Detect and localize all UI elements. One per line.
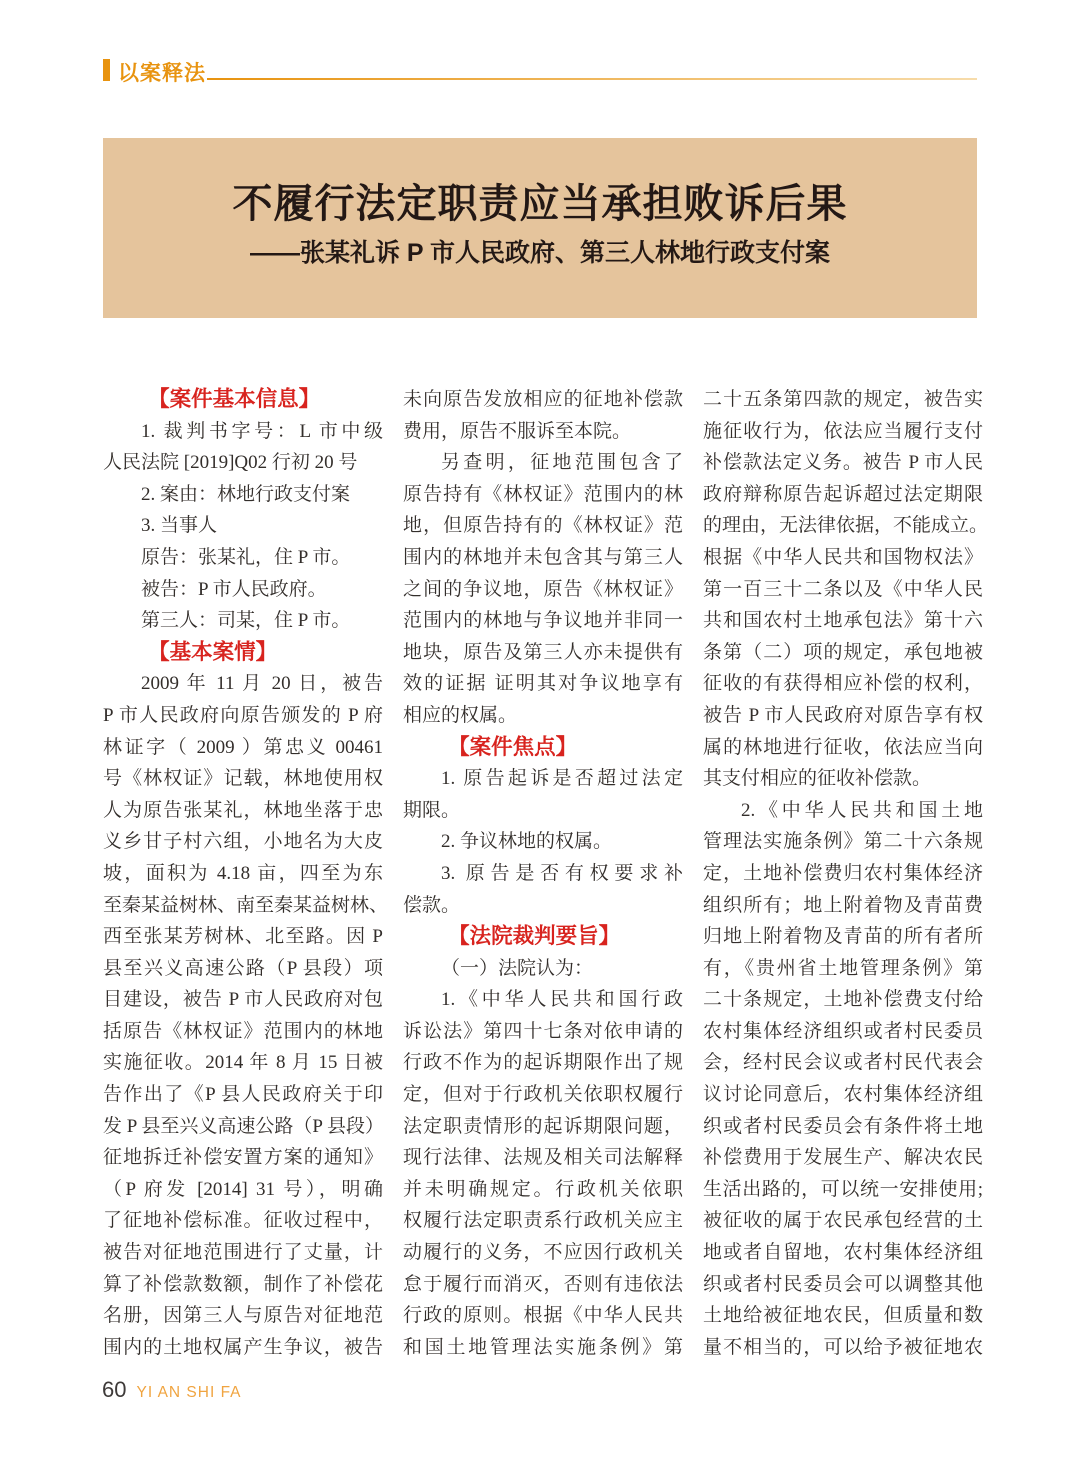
section-label: 以案释法 bbox=[118, 62, 206, 85]
text-line: 人为原告张某礼，林地坐落于忠 bbox=[103, 799, 383, 821]
text-line: 权履行法定职责系行政机关应主 bbox=[403, 1210, 683, 1232]
article-title: 不履行法定职责应当承担败诉后果 bbox=[232, 182, 848, 226]
text-line: 围内的土地权属产生争议，被告 bbox=[103, 1336, 383, 1358]
text-line: 围内的林地并未包含其与第三人 bbox=[403, 546, 683, 568]
text-line: 林证字（ 2009 ）第忠义 00461 bbox=[103, 736, 383, 758]
article-body bbox=[103, 384, 989, 1363]
text-line: 法定职责情形的起诉期限问题， bbox=[403, 1115, 683, 1137]
text-line: 有，《贵州省土地管理条例》第 bbox=[703, 957, 983, 979]
text-line: 征地拆迁补偿安置方案的通知》 bbox=[103, 1147, 383, 1169]
text-line: 地，但原告持有的《林权证》范 bbox=[403, 515, 683, 537]
text-line: 算了补偿款数额，制作了补偿花 bbox=[103, 1273, 383, 1295]
journal-name: YI AN SHI FA bbox=[136, 1384, 242, 1401]
text-line: 行政不作为的起诉期限作出了规 bbox=[403, 1052, 683, 1074]
section-heading: 【法院裁判要旨】 bbox=[448, 924, 621, 949]
text-line: 范围内的林地与争议地并非同一 bbox=[403, 610, 683, 632]
text-line: 其支付相应的征收补偿款。 bbox=[703, 768, 932, 790]
text-line: 未向原告发放相应的征地补偿款 bbox=[403, 389, 683, 410]
text-line: 行政的原则。根据《中华人民共 bbox=[403, 1305, 683, 1327]
text-line: 发 P 县至兴义高速公路（P 县段） bbox=[103, 1115, 384, 1137]
page-footer bbox=[102, 1377, 242, 1403]
text-line: 诉讼法》第四十七条对依申请的 bbox=[403, 1020, 683, 1042]
text-line: 二十五条第四款的规定，被告实 bbox=[703, 389, 983, 410]
text-line: （一）法院认为： bbox=[441, 957, 594, 979]
text-line: 议讨论同意后，农村集体经济组 bbox=[703, 1084, 983, 1106]
page-number: 60 bbox=[102, 1377, 127, 1402]
text-line: 2. 争议林地的权属。 bbox=[441, 831, 613, 853]
text-line: 县至兴义高速公路（P 县段）项 bbox=[103, 957, 383, 979]
text-line: 3. 原告是否有权要求补 bbox=[441, 862, 683, 884]
text-line: 实施征收。2014 年 8 月 15 日被 bbox=[103, 1052, 383, 1074]
text-line: 义乡甘子村六组，小地名为大皮 bbox=[103, 831, 383, 853]
text-line: 定，土地补偿费归农村集体经济 bbox=[703, 862, 983, 884]
text-line: 农村集体经济组织或者村民委员 bbox=[703, 1020, 983, 1042]
text-line: 动履行的义务，不应因行政机关 bbox=[403, 1242, 683, 1264]
text-line: 施征收行为，依法应当履行支付 bbox=[703, 420, 983, 442]
text-line: 定，但对于行政机关依职权履行 bbox=[403, 1084, 683, 1106]
text-line: 1.《中华人民共和国行政 bbox=[441, 989, 683, 1011]
text-line: 1. 裁判书字号：L 市中级 bbox=[141, 420, 383, 442]
text-line: 怠于履行而消灭，否则有违依法 bbox=[403, 1273, 683, 1295]
text-line: 属的林地进行征收，依法应当向 bbox=[703, 736, 983, 758]
text-line: 1. 原告起诉是否超过法定 bbox=[441, 768, 683, 790]
text-line: 二十条规定，土地补偿费支付给 bbox=[703, 989, 983, 1011]
text-column-2 bbox=[403, 384, 683, 1363]
text-line: 被告：P 市人民政府。 bbox=[141, 578, 327, 600]
text-line: 原告持有《林权证》范围内的林 bbox=[403, 483, 683, 505]
text-line: 费用，原告不服诉至本院。 bbox=[403, 420, 632, 442]
text-line: 现行法律、法规及相关司法解释 bbox=[403, 1147, 683, 1169]
text-line: 偿款。 bbox=[403, 894, 461, 916]
page-header bbox=[103, 58, 977, 86]
text-line: 补偿费用于发展生产、解决农民 bbox=[703, 1147, 983, 1169]
title-banner bbox=[103, 138, 977, 318]
section-marker-bar bbox=[103, 59, 110, 81]
text-line: 人民法院 [2019]Q02 行初 20 号 bbox=[103, 452, 358, 474]
text-line: 另查明，征地范围包含了 bbox=[441, 452, 683, 474]
text-line: 和国土地管理法实施条例》第 bbox=[403, 1336, 683, 1358]
text-line: 管理法实施条例》第二十六条规 bbox=[703, 831, 983, 853]
article-subtitle: ——张某礼诉 P 市人民政府、第三人林地行政支付案 bbox=[249, 239, 831, 267]
text-line: 第一百三十二条以及《中华人民 bbox=[703, 578, 983, 600]
text-line: 坡，面积为 4.18 亩，四至为东 bbox=[103, 862, 383, 884]
text-line: 并未明确规定。行政机关依职 bbox=[403, 1178, 683, 1200]
section-heading: 【案件焦点】 bbox=[448, 734, 578, 759]
text-line: 2. 案由：林地行政支付案 bbox=[141, 483, 351, 505]
text-line: 名册，因第三人与原告对征地范 bbox=[103, 1305, 383, 1327]
text-column-3 bbox=[703, 384, 989, 1363]
text-line: P 市人民政府向原告颁发的 P 府 bbox=[103, 704, 383, 726]
text-column-1 bbox=[103, 384, 389, 1363]
text-line: 地或者自留地，农村集体经济组 bbox=[703, 1242, 983, 1264]
text-line: 织或者村民委员会有条件将土地 bbox=[703, 1115, 983, 1137]
text-line: 归地上附着物及青苗的所有者所 bbox=[703, 926, 983, 948]
text-line: 至秦某益树林、南至秦某益树林、 bbox=[103, 894, 389, 916]
text-line: 土地给被征地农民，但质量和数 bbox=[703, 1305, 983, 1327]
text-line: 条第（二）项的规定，承包地被 bbox=[703, 641, 983, 663]
text-line: 期限。 bbox=[403, 799, 461, 821]
text-line: （P 府发 [2014] 31 号），明确 bbox=[103, 1178, 383, 1200]
text-line: 共和国农村土地承包法》第十六 bbox=[703, 610, 983, 632]
text-line: 会，经村民会议或者村民代表会 bbox=[703, 1052, 983, 1074]
text-line: 第三人：司某，住 P 市。 bbox=[141, 610, 351, 632]
text-line: 被告 P 市人民政府对原告享有权 bbox=[703, 704, 983, 726]
text-line: 2.《中华人民共和国土地 bbox=[741, 799, 983, 821]
text-line: 被告对征地范围进行了丈量，计 bbox=[103, 1242, 383, 1264]
text-line: 2009 年 11 月 20 日，被告 bbox=[141, 673, 383, 695]
text-line: 西至张某芳树林、北至路。因 P bbox=[103, 926, 383, 948]
text-line: 的理由，无法律依据，不能成立。 bbox=[703, 515, 989, 537]
text-line: 生活出路的，可以统一安排使用; bbox=[703, 1178, 983, 1200]
text-line: 原告：张某礼，住 P 市。 bbox=[141, 546, 351, 568]
text-line: 号《林权证》记载，林地使用权 bbox=[103, 768, 383, 790]
text-line: 括原告《林权证》范围内的林地 bbox=[103, 1020, 383, 1042]
text-line: 地块，原告及第三人亦未提供有 bbox=[403, 641, 683, 663]
text-line: 被征收的属于农民承包经营的土 bbox=[703, 1210, 983, 1232]
text-line: 目建设，被告 P 市人民政府对包 bbox=[103, 989, 383, 1011]
text-line: 征收的有获得相应补偿的权利， bbox=[703, 673, 983, 695]
section-heading: 【案件基本信息】 bbox=[148, 387, 321, 411]
text-line: 了征地补偿标准。征收过程中， bbox=[103, 1210, 383, 1232]
text-line: 根据《中华人民共和国物权法》 bbox=[703, 546, 983, 568]
header-rule bbox=[207, 78, 977, 80]
text-line: 3. 当事人 bbox=[141, 515, 218, 537]
text-line: 告作出了《P 县人民政府关于印 bbox=[103, 1084, 383, 1106]
text-line: 效的证据 证明其对争议地享有 bbox=[403, 673, 683, 695]
text-line: 量不相当的，可以给予被征地农 bbox=[703, 1336, 983, 1358]
section-heading: 【基本案情】 bbox=[148, 639, 278, 664]
text-line: 补偿款法定义务。被告 P 市人民 bbox=[703, 452, 983, 474]
text-line: 相应的权属。 bbox=[403, 704, 518, 726]
text-line: 织或者村民委员会可以调整其他 bbox=[703, 1273, 983, 1295]
text-line: 组织所有；地上附着物及青苗费 bbox=[703, 894, 983, 916]
text-line: 之间的争议地，原告《林权证》 bbox=[403, 578, 683, 600]
text-line: 政府辩称原告起诉超过法定期限 bbox=[703, 483, 983, 505]
